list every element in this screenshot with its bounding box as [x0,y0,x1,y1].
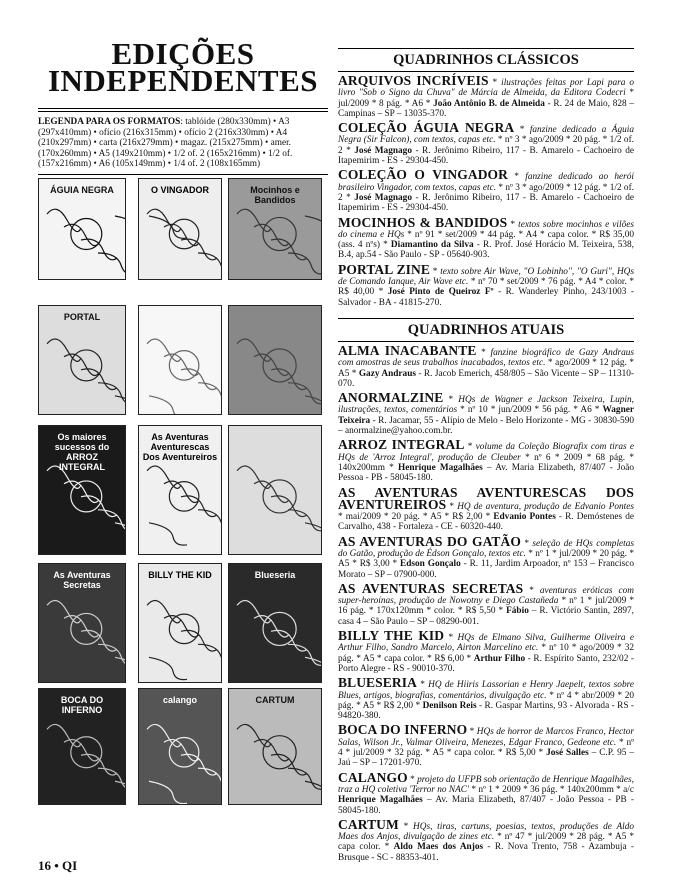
entry-separator: * [443,395,459,406]
entry-address: - R. Prof. José Horácio M. Teixeira, 538, B.4, ap.54 - São Paulo - SP - 05640-903. [338,240,635,261]
entry-name: BLUESERIA [338,675,417,691]
cover-gatao [228,425,322,555]
entry-details: * ago/2009 * 12 pág. * A5 * [338,358,634,379]
section-atuais [338,318,634,863]
entry-separator: * [429,266,441,277]
cover-artwork [229,689,321,804]
cover-title: Mocinhos e Bandidos [250,185,300,205]
cover-cartum [228,688,322,805]
entry-details: * nº 47 * jul/2009 * 28 pág. * A5 * capa color. * [338,832,634,853]
entry-address: - R. 11, Jardim Arpoador, nº 153 – Francisco Morato – SP – 07900-000. [338,559,634,580]
cover-title: Os maiores sucessos do ARROZ INTEGRAL [54,432,110,472]
entry-separator: * [508,172,526,183]
cover-portal [38,305,126,415]
entry-description: HQs de Wagner e Jackson Teixeira, Lupin, ilustrações, textos, comentários [338,395,634,416]
entry-details: * nº 10 * jun/2009 * 56 pág. * A6 * [457,405,603,416]
format-legend [38,117,328,174]
entry-separator: * [416,680,429,691]
entry-details: * nº 3 * ago/2009 * 20 pág. * 1/2 of. 2 * [338,135,634,156]
listing-entry [338,390,634,437]
entry-description: fanzine biográfico de Gazy Andraus com amostras de seus trabalhos inacabados, textos etc. [338,347,635,369]
cover-artwork [229,564,321,682]
listing-entry [338,261,635,308]
entry-address: - R. Wanderley Pinho, 243/1003 - Salvador - BA - 41815-270. [338,287,634,308]
divider [38,111,328,112]
cover-artwork [139,306,221,414]
cover-blurred [228,305,322,415]
cover-title: BILLY THE KID [148,570,212,580]
cover-title: BOCA DO INFERNO [60,695,104,715]
listing-entry [338,580,634,627]
entry-separator: * [476,347,491,358]
left-column [38,36,328,715]
entry-description: fanzine dedicado a Águia Negra (Sir Falcon), com textos, capas etc. [338,125,635,146]
listing-entry [338,816,635,863]
listing-entry [338,675,634,722]
entry-details: * nº 1 * 2009 * 36 pág. * 140x200mm * a/c [468,784,634,795]
section-heading: QUADRINHOS ATUAIS [338,318,634,342]
entry-separator: * [467,727,477,738]
cover-aventuras-secretas [38,563,126,683]
listing-entry [338,73,635,119]
entry-contact: Gazy Andraus [358,368,416,379]
page-footer: 16 • QI [38,858,78,873]
right-column [338,48,634,867]
entry-details: * nº 4 * jul/2009 * 32 pág. * A5 * capa color. * R$ 5,00 * [338,737,634,759]
entry-name: CALANGO [338,769,408,785]
listing-entry [338,342,635,389]
section-heading: QUADRINHOS CLÁSSICOS [338,48,634,72]
cover-blueseria [228,563,322,683]
entry-description: texto sobre Air Wave, "O Lobinho", "O Guri", HQs de Comando Ianque, Air Wave etc. [338,266,634,288]
cover-artwork [229,426,321,554]
entry-description: ilustrações feitas por Lapi para o livro "Sob o Signo da Chuva" de Márcia de Almeida, da Editora Codecri [338,78,635,99]
cover-mocinhos-bandidos [228,178,322,280]
entry-name: CARTUM [338,816,399,832]
cover-artwork [139,564,221,682]
entry-contact: Diamantino da Silva [390,240,474,251]
entry-description: aventuras eróticas com super-heroínas, produção de Nowotny e Diego Castañeda [338,585,634,607]
entry-details: * nº 70 * set/2009 * 76 pág. * A4 * color. * R$ 40,00 * [338,277,635,298]
entry-details: * mai/2009 * 20 pág. * A5 * R$ 2,00 * [338,512,494,523]
entry-address: – R. Victório Santin, 2897, casa 4 – São Paulo – SP – 08290-001. [338,606,634,627]
cover-aguia-negra [38,178,126,280]
entry-name: COLEÇÃO ÁGUIA NEGRA [338,120,515,136]
listing-entry [338,214,635,261]
entry-name: AS AVENTURAS SECRETAS [338,580,524,596]
entry-address: - R. Demóstenes de Carvalho, 438 - Fortaleza - CE - 60320-440. [338,512,634,533]
entry-name: ANORMALZINE [338,390,444,406]
cover-artwork [139,689,221,804]
entry-address: - R. Espírito Santo, 232/02 - Porto Alegre - RS - 90010-370. [338,653,634,674]
entry-address: - R. Jacamar, 55 - Alípio de Melo - Belo Horizonte - MG - 30830-590 – anormalzine@yahoo.com.br. [338,415,634,437]
entry-name: BILLY THE KID [338,628,445,644]
entry-description: textos sobre mocinhos e vilões do cinema e HQs [338,219,634,240]
entry-description: HQs, tiras, cartuns, poesias, textos, produções de Aldo Maes dos Anjos, divulgação de zines etc. [338,821,635,843]
entry-details: * jul/2009 * 8 pág. * A6 * [338,88,634,109]
cover-as-aventuras [138,425,222,555]
entry-separator: * [407,774,418,785]
entry-name: ARROZ INTEGRAL [338,437,465,453]
title-line-1: EDIÇÕES [111,36,255,71]
listing-entry [338,437,634,484]
entry-name: AS AVENTURAS AVENTURESCAS DOS AVENTUREIROS [338,484,634,512]
entry-contact: Edvanio Pontes [493,512,556,523]
entry-contact: José Salles [546,748,589,759]
entry-contact: José Magnago [354,145,412,156]
entry-name: COLEÇÃO O VINGADOR [338,167,509,183]
entry-description: volume da Coleção Biografix com tiras e HQs de 'Arroz Integral', produção de Cleuber [338,442,634,463]
entry-separator: * [507,219,519,230]
entry-details: * nº 91 * set/2009 * 44 pág. * A4 * capa color. * R$ 35,00 (ass. 4 nºs) * [338,229,634,251]
entry-name: ALMA INACABANTE [338,342,477,358]
listing-entry [338,722,635,769]
entry-contact: Henrique Magalhães [397,462,483,473]
entry-address: - R. Nova Trento, 758 - Azambuja - Brusque - SC - 88353-401. [338,842,635,863]
cover-o-vingador [138,178,222,280]
entry-name: MOCINHOS & BANDIDOS [338,214,508,230]
entry-description: HQ de aventura, produção de Edvanio Pontes [457,501,635,512]
entry-description: seleção de HQs completas do Gatão, produção de Édson Gonçalo, textos etc. [338,538,634,559]
cover-title: Blueseria [254,570,296,580]
entry-address: – Av. Maria Elizabeth, 87/407 - João Pessoa - PB - 58045-180. [338,795,634,816]
entry-separator: * [520,538,533,549]
entry-separator: * [464,442,476,453]
entry-address: – Av. Maria Elizabeth, 87/407 - João Pessoa - PB - 58045-180. [338,462,634,484]
entry-details: * nº 6 * 2009 * 68 pág. * 140x200mm * [338,452,634,473]
cover-arroz-integral [38,425,126,555]
entry-description: HQs de horror de Marcos Franco, Hector Salas, Wilson Jr., Valmar Oliveira, Menezes, Edgar Franco, Gedeone etc. [338,727,635,748]
cover-artwork [229,306,321,414]
entry-name: PORTAL ZINE [338,261,430,277]
title-line-2: INDEPENDENTES [47,63,319,98]
entry-description: fanzine dedicado ao herói brasileiro Vingador, com textos, capas etc. [338,172,635,193]
entry-contact: José Magnago [354,192,412,203]
cover-title: O VINGADOR [150,185,209,195]
cover-sketch [138,305,222,415]
entry-details: * nº 1 * jul/2009 * 20 pág. * A5 * R$ 3,00 * [338,548,634,570]
entry-contact: José Pinto de Queiroz Fº [387,287,494,298]
listing-entry [338,120,635,167]
section-classicos [338,48,634,308]
cover-title: As Aventuras Secretas [53,570,111,590]
entry-contact: Denilson Reis [422,700,477,711]
entry-contact: João Antônio B. de Almeida [433,98,545,109]
cover-billy-the-kid [138,563,222,683]
entry-contact: Aldo Maes dos Anjos [393,842,484,853]
listing-entry [338,167,635,214]
cover-title: ÁGUIA NEGRA [50,185,114,195]
entry-address: - R. Gaspar Martins, 93 - Alvorada - RS - 94820-380. [338,700,634,722]
cover-boca-do-inferno [38,688,126,805]
cover-title: PORTAL [63,312,101,322]
cover-artwork [39,306,125,414]
cover-title: calango [162,695,197,705]
entry-separator: * [444,633,458,644]
entry-contact: Wagner Teixeira [338,405,634,426]
cover-calango [138,688,222,805]
page-title [38,36,328,98]
entry-contact: Fábio [506,606,529,617]
entry-details: * nº 1 * jul/2009 * 16 pág. * 170x120mm * color. * R$ 5,50 * [338,596,634,617]
entry-address: - R. Jacob Emerich, 458/805 – São Vicente – SP – 11310-070. [338,368,634,389]
legend-text: : tablóide (280x330mm) • A3 (297x410mm) • ofício (216x315mm) • ofício 2 (216x330mm) • A4 (210x297mm) • carta (216x279mm) • magaz. (215x275mm) • amer. (170x260mm) • A5 (149x210mm) • 1/2 of. 2 (165x216mm) • 1/2 of. (157x216mm) • A6 (105x149mm) • 1/4 of. 2 (108x165mm) [38,117,293,170]
entry-contact: Arthur Filho [473,653,526,664]
entry-separator: * [446,501,458,512]
entry-contact: Edson Gonçalo [400,559,461,570]
cover-title: As Aventuras Aventurescas Dos Aventureiros [142,432,218,462]
entry-address: - R. 24 de Maio, 828 – Campinas – SP – 13035-370. [338,98,634,119]
cover-title: CARTUM [255,695,295,705]
entry-description: HQs de Elmano Silva, Guilherme Oliveira e Arthur Filho, Sandro Marcelo, Airton Marcelino etc. [338,633,634,654]
divider [38,174,328,175]
entry-name: ARQUIVOS INCRÍVEIS [338,73,489,88]
entry-address: – C.P. 95 – Jaú – SP – 17201-970. [338,748,634,769]
entry-contact: Henrique Magalhães [338,795,423,806]
entry-separator: * [523,585,540,596]
listing-entry [338,484,635,533]
entry-name: BOCA DO INFERNO [338,722,468,738]
entry-address: - R. Jerônimo Ribeiro, 117 - B. Amarelo - Cachoeiro de Itapemirim - ES - 29304-450. [338,192,634,214]
listing-entry [338,533,634,580]
entry-description: HQ de Hiiris Lassorian e Henry Jaepelt, textos sobre Blues, artigos, biografias, comentários, divulgação etc. [338,680,634,701]
entry-address: - R. Jerônimo Ribeiro, 117 - B. Amarelo - Cachoeiro de Itapemirim - ES - 29304-450. [338,145,634,167]
listing-entry [338,628,634,674]
entry-separator: * [514,125,530,136]
listing-entry [338,769,634,816]
entry-separator: * [488,78,502,88]
entry-separator: * [398,821,414,832]
entry-name: AS AVENTURAS DO GATÃO [338,533,521,549]
divider [38,108,328,109]
entry-details: * nº 3 * ago/2009 * 12 pág. * 1/2 of. 2 * [338,182,635,203]
legend-label: LEGENDA PARA OS FORMATOS [38,117,181,127]
entry-details: * nº 4 * abr/2009 * 20 pág. * A5 * R$ 2,00 * [338,690,634,711]
entry-details: * nº 10 * ago/2009 * 32 pág. * A5 * capa color. * R$ 6,00 * [338,643,634,664]
entry-description: projeto da UFPB sob orientação de Henrique Magalhães, traz a HQ coletiva 'Terror no NAC' [338,774,634,795]
